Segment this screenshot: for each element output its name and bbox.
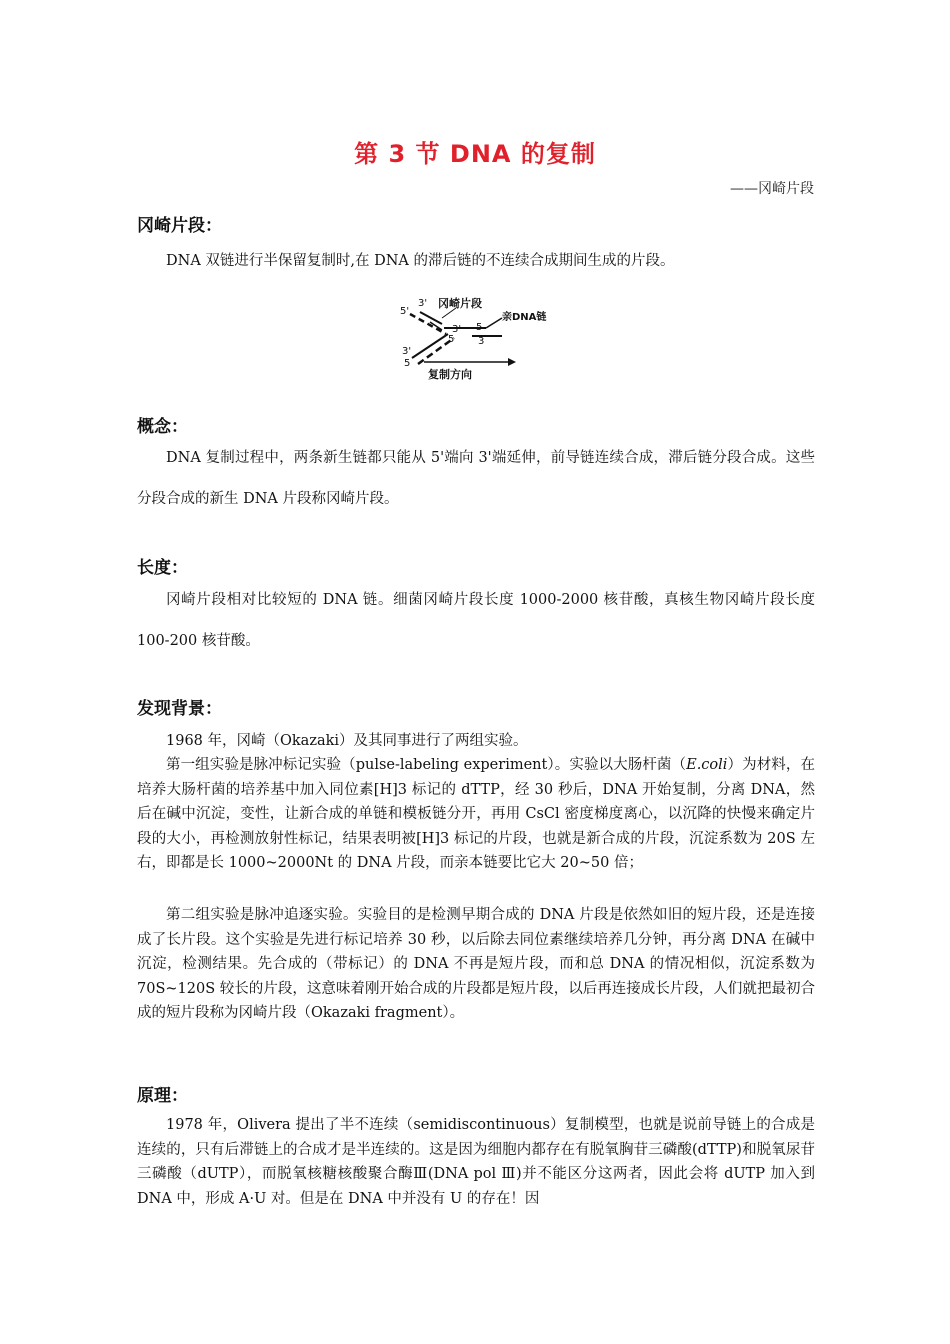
subtitle-byline: ——冈崎片段 xyxy=(730,181,814,197)
principle-text: 1978 年，Olivera 提出了半不连续（semidiscontinuous）复制模型，也就是说前导链上的合成是连续的，只有后滞链上的合成才是半连续的。这是因为细胞内都存在有脱氧胸苷三磷酸(dTTP)和脱氧尿苷三磷酸（dUTP），而脱氧核糖核酸聚合酶Ⅲ(DNA pol Ⅲ)并不能区分这两者，因此会将 dUTP 加入到 DNA 中，形成 A·U 对。但是在 DNA 中并没有 U 的存在！因 xyxy=(137,1117,815,1207)
label-5-mid: 5 xyxy=(476,322,483,333)
background-para-2-start: 第一组实验是脉冲标记实验（pulse-labeling experiment）。实验以大肠杆菌（ xyxy=(166,757,687,773)
background-para-1: 1968 年，冈崎（Okazaki）及其同事进行了两组实验。 xyxy=(166,733,528,749)
heading-definition: 冈崎片段： xyxy=(137,216,222,236)
label-3prime-top: 3' xyxy=(418,298,428,309)
direction-arrowhead xyxy=(508,358,516,366)
label-3prime-mid: 3' xyxy=(452,324,462,335)
label-3-low: 3 xyxy=(478,336,485,347)
length-text: 冈崎片段相对比较短的 DNA 链。细菌冈崎片段长度 1000-2000 核苷酸，真核生物冈崎片段长度 100-200 核苷酸。 xyxy=(137,592,815,649)
label-okazaki: 冈崎片段 xyxy=(438,297,482,310)
label-5-bottom: 5 xyxy=(404,358,411,369)
heading-concept: 概念： xyxy=(137,417,188,437)
parent-strand-arrow xyxy=(486,318,502,328)
heading-principle: 原理： xyxy=(137,1086,188,1106)
page-title: 第 3 节 DNA 的复制 xyxy=(354,140,596,168)
heading-length: 长度： xyxy=(137,558,188,578)
background-para-2 xyxy=(137,753,815,876)
label-5prime-top: 5' xyxy=(400,306,410,317)
label-5-low: 5 xyxy=(448,334,455,345)
label-parent-dna: 亲DNA链 xyxy=(502,312,547,323)
label-3prime-bottom: 3' xyxy=(402,346,412,357)
ecoli-italic: E.coli xyxy=(686,757,728,773)
replication-fork-figure xyxy=(398,292,558,388)
concept-text: DNA 复制过程中，两条新生链都只能从 5'端向 3'端延伸，前导链连续合成，滞后链分段合成。这些分段合成的新生 DNA 片段称冈崎片段。 xyxy=(137,450,815,507)
definition-text: DNA 双链进行半保留复制时,在 DNA 的滞后链的不连续合成期间生成的片段。 xyxy=(166,253,675,269)
background-para-2-rest: ）为材料，在培养大肠杆菌的培养基中加入同位素[H]3 标记的 dTTP，经 30 秒后，DNA 开始复制，分离 DNA，然后在碱中沉淀，变性，让新合成的单链和模板链分开，再用 CsCl 密度梯度离心，以沉降的快慢来确定片段的大小，再检测放射性标记，结果表明被[H]3 标记的片段，也就是新合成的片段，沉淀系数为 20S 左右，即都是长 1000~2000Nt 的 DNA 片段，而亲本链要比它大 20~50 倍； xyxy=(137,757,815,871)
heading-background: 发现背景： xyxy=(137,699,222,719)
okazaki-fragment-diagram xyxy=(398,292,558,388)
background-para-3: 第二组实验是脉冲追逐实验。实验目的是检测早期合成的 DNA 片段是依然如旧的短片段，还是连接成了长片段。这个实验是先进行标记培养 30 秒，以后除去同位素继续培养几分钟，再分离 DNA 在碱中沉淀，检测结果。先合成的（带标记）的 DNA 不再是短片段，而和总 DNA 的情况相似，沉淀系数为 70S~120S 较长的片段，这意味着刚开始合成的片段都是短片段，以后再连接成长片段，人们就把最初合成的短片段称为冈崎片段（Okazaki fragment）。 xyxy=(137,907,815,1021)
label-replication-direction: 复制方向 xyxy=(428,368,472,381)
